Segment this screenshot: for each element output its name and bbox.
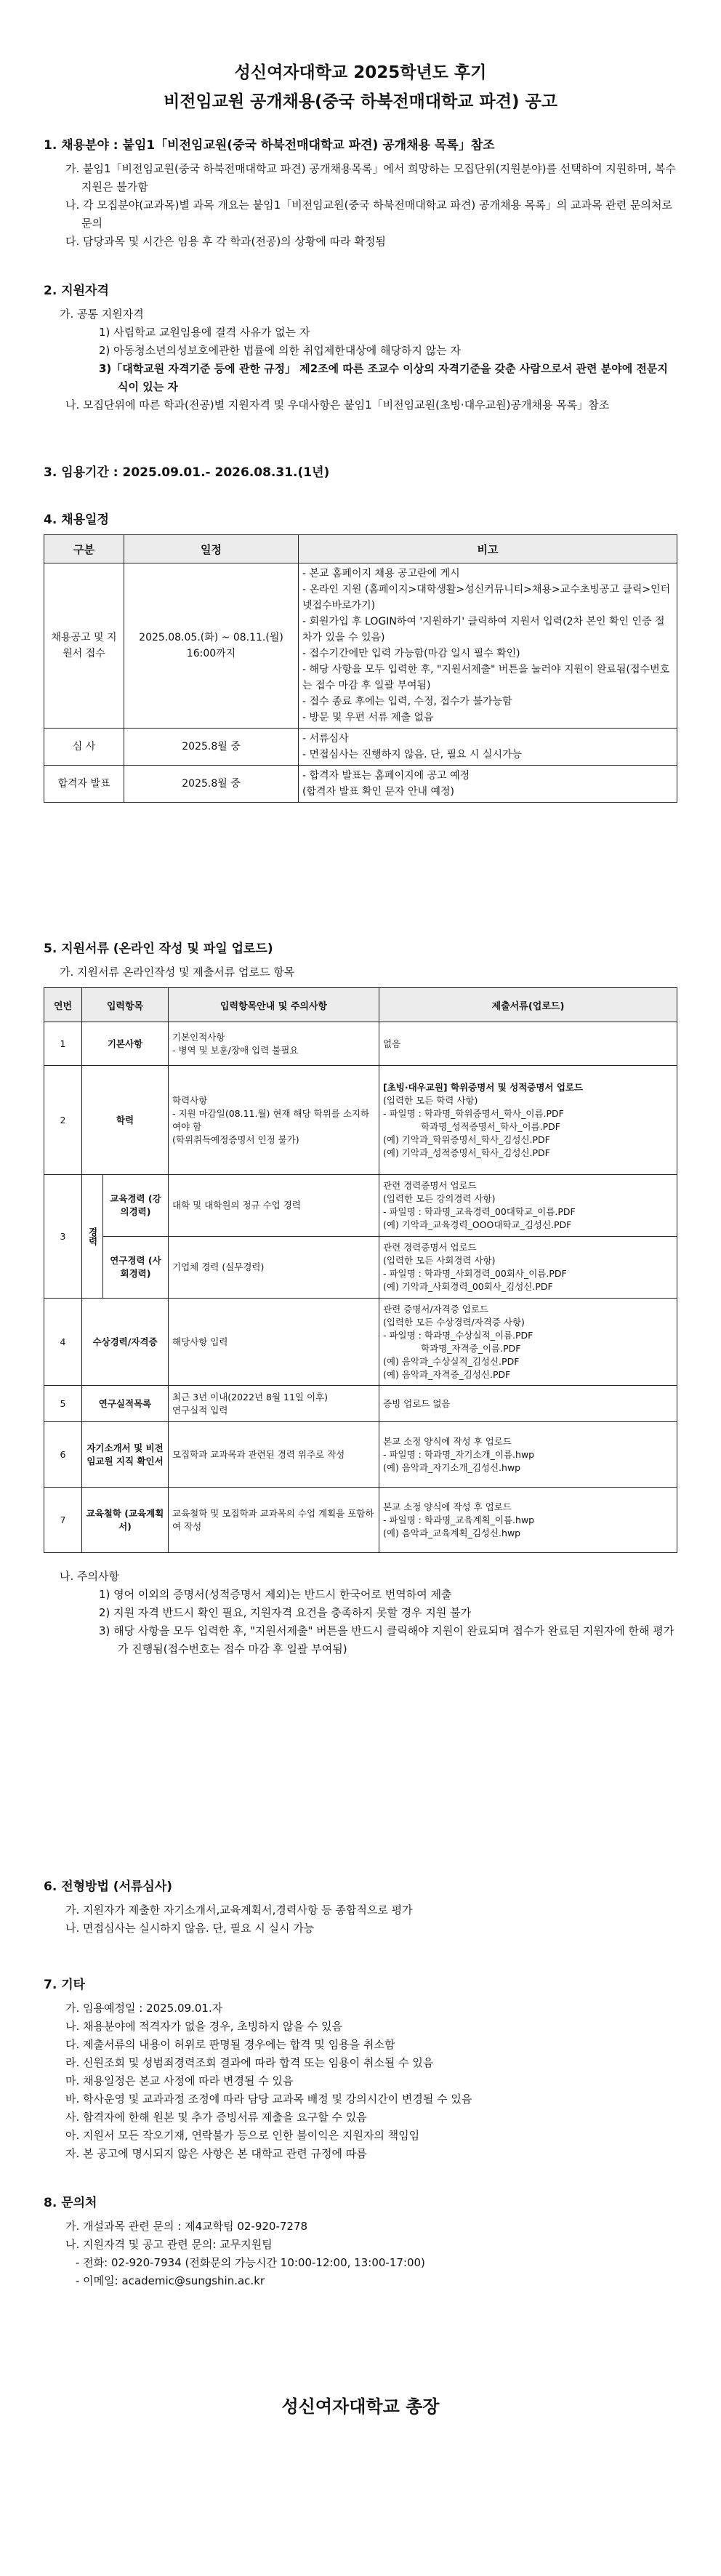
table-cell: 2 <box>44 1066 82 1175</box>
table-cell <box>299 563 677 729</box>
cell-line: (예) 음악과_자기소개_김성신.hwp <box>383 1461 521 1473</box>
table-cell <box>379 1488 677 1553</box>
table-cell: 2025.08.05.(화) ~ 08.11.(월) 16:00까지 <box>124 563 299 729</box>
section-documents <box>44 938 677 1658</box>
table-row <box>44 563 677 729</box>
section-contact <box>44 2192 677 2290</box>
cell-line: - 지원 마감일(08.11.월) 현재 해당 학위를 소지하여야 함 <box>172 1107 370 1132</box>
table-cell: 2025.8월 중 <box>124 729 299 766</box>
table-cell: 심 사 <box>44 729 124 766</box>
list-item: 가. 지원자가 제출한 자기소개서,교육계획서,경력사항 등 종합적으로 평가 <box>65 1903 413 1917</box>
section-misc <box>44 1974 677 2163</box>
note-line: - 서류심사 <box>302 733 349 745</box>
column-header: 구분 <box>44 535 124 563</box>
cell-line: - 파일명 : 학과명_교육경력_00대학교_이름.PDF <box>383 1206 576 1217</box>
cell-line: 기본인적사항 <box>172 1031 225 1043</box>
list-item: 2) 아동청소년의성보호에관한 법률에 의한 취업제한대상에 해당하지 않는 자 <box>99 344 461 357</box>
documents-table <box>44 987 677 1553</box>
cell-line: 학력사항 <box>172 1094 208 1106</box>
list-item: 가. 임용예정일 : 2025.09.01.자 <box>65 2002 223 2015</box>
list-item: 3)「대학교원 자격기준 등에 관한 규정」 제2조에 따른 조교수 이상의 자격기준을 갖춘 사람으로서 관련 분야에 전문지식이 있는 자 <box>99 362 668 393</box>
table-cell: 증빙 업로드 없음 <box>379 1386 677 1422</box>
section-heading: 5. 지원서류 (온라인 작성 및 파일 업로드) <box>44 942 273 956</box>
table-cell: 수상경력/자격증 <box>82 1299 169 1386</box>
table-cell: 대학 및 대학원의 정규 수업 경력 <box>169 1175 379 1237</box>
page-title-line2: 비전임교원 공개채용(중국 하북전매대학교 파견) 공고 <box>164 92 557 111</box>
table-row <box>44 1488 677 1553</box>
table-header-row <box>44 988 677 1022</box>
table-cell: 4 <box>44 1299 82 1386</box>
list-item: 나. 채용분야에 적격자가 없을 경우, 초빙하지 않을 수 있음 <box>65 2020 342 2033</box>
table-cell <box>379 1066 677 1175</box>
table-cell: 경력 <box>82 1175 103 1299</box>
column-header: 연번 <box>44 988 82 1022</box>
cell-line: (예) 기악과_성적증명서_학사_김성신.PDF <box>383 1147 550 1158</box>
cell-line: (예) 음악과_자격증_김성신.PDF <box>383 1368 511 1380</box>
section-schedule <box>44 509 677 803</box>
list-item: 3) 해당 사항을 모두 입력한 후, "지원서제출" 버튼을 반드시 클릭해야 지원이 완료되며 접수가 완료된 지원자에 한해 평가가 진행됨(접수번호는 접수 마감 후 일괄 부여됨) <box>99 1624 674 1656</box>
cell-line: (입력한 모든 수상경력/자격증 사항) <box>383 1316 525 1328</box>
list-item: 아. 지원서 모든 작오기재, 연락불가 등으로 인한 불이익은 지원자의 책임임 <box>65 2129 420 2142</box>
cell-line: 없음 <box>383 1038 401 1049</box>
table-cell <box>169 1066 379 1175</box>
cell-line: (예) 음악과_수상실적_김성신.PDF <box>383 1355 520 1367</box>
table-cell <box>379 1237 677 1299</box>
list-item: 나. 모집단위에 따른 학과(전공)별 지원자격 및 우대사항은 붙임1「비전임교원(초빙·대우교원)공개채용 목록」참조 <box>65 398 610 412</box>
note-line: (합격자 발표 확인 문자 안내 예정) <box>302 786 454 798</box>
cell-line: 관련 경력증명서 업로드 <box>383 1180 477 1191</box>
signature: 성신여자대학교 총장 <box>281 2396 440 2417</box>
table-header-row <box>44 535 677 563</box>
table-row <box>44 1422 677 1488</box>
table-cell: 모집학과 교과목과 관련된 경력 위주로 작성 <box>169 1422 379 1488</box>
page-title-line1: 성신여자대학교 2025학년도 후기 <box>234 63 487 82</box>
list-item: 라. 신원조회 및 성범죄경력조회 결과에 따라 합격 또는 임용이 취소될 수 있음 <box>65 2056 434 2069</box>
section-appointment-period <box>44 462 677 487</box>
table-cell: 6 <box>44 1422 82 1488</box>
table-cell: 교육철학 (교육계획서) <box>82 1488 169 1553</box>
list-item: 가. 지원서류 온라인작성 및 제출서류 업로드 항목 <box>60 966 295 979</box>
table-cell: 교육철학 및 모집학과 교과목의 수업 계획을 포함하여 작성 <box>169 1488 379 1553</box>
cell-line: (입력한 모든 학력 사항) <box>383 1094 478 1106</box>
list-item: 바. 학사운영 및 교과과정 조정에 따라 담당 교과목 배정 및 강의시간이 변경될 수 있음 <box>65 2093 472 2106</box>
note-line: - 온라인 지원 (홈페이지>대학생활>성신커뮤니티>채용>교수초빙공고 클릭>인터넷접수바로가기) <box>302 584 671 611</box>
list-item: 가. 개설과목 관련 문의 : 제4교학팀 02-920-7278 <box>65 2220 308 2233</box>
cell-line: - 파일명 : 학과명_사회경력_00회사_이름.PDF <box>383 1268 567 1279</box>
cell-line: 본교 소정 양식에 작성 후 업로드 <box>383 1435 512 1447</box>
table-cell: 연구실적목록 <box>82 1386 169 1422</box>
list-item: 사. 합격자에 한해 원본 및 추가 증빙서류 제출을 요구할 수 있음 <box>65 2111 367 2124</box>
cell-line: 본교 소정 양식에 작성 후 업로드 <box>383 1501 512 1512</box>
column-header: 입력항목안내 및 주의사항 <box>169 988 379 1022</box>
cell-line: - 파일명 : 학과명_자기소개_이름.hwp <box>383 1448 535 1460</box>
list-item: 자. 본 공고에 명시되지 않은 사항은 본 대학교 관련 규정에 따름 <box>65 2147 367 2160</box>
contact-phone: - 전화: 02-920-7934 (전화문의 가능시간 10:00-12:00, 13:00-17:00) <box>76 2256 425 2269</box>
table-cell: 5 <box>44 1386 82 1422</box>
list-item: 나. 각 모집분야(교과목)별 과목 개요는 붙임1「비전임교원(중국 하북전매대학교 파견) 공개채용 목록」의 교과목 관련 문의처로 문의 <box>65 198 672 230</box>
cell-line: - 파일명 : 학과명_교육계획_이름.hwp <box>383 1514 535 1525</box>
column-header: 비고 <box>299 535 677 563</box>
table-row <box>44 1066 677 1175</box>
list-item: 1) 사립학교 교원임용에 결격 사유가 없는 자 <box>99 326 310 339</box>
list-item: 다. 제출서류의 내용이 허위로 판명될 경우에는 합격 및 임용을 취소함 <box>65 2038 395 2051</box>
cell-line: - 파일명 : 학과명_수상실적_이름.PDF <box>383 1329 533 1341</box>
cell-line: (입력한 모든 사회경력 사항) <box>383 1255 496 1266</box>
table-cell <box>379 1299 677 1386</box>
table-cell: 교육경력 (강의경력) <box>103 1175 169 1237</box>
section-heading: 7. 기타 <box>44 1978 86 1992</box>
table-cell: 연구경력 (사회경력) <box>103 1237 169 1299</box>
list-item: 다. 담당과목 및 시간은 임용 후 각 학과(전공)의 상황에 따라 확정됨 <box>65 235 386 248</box>
table-cell <box>379 1175 677 1237</box>
table-cell: 기업체 경력 (실무경력) <box>169 1237 379 1299</box>
note-line: - 본교 홈페이지 채용 공고란에 게시 <box>302 568 460 579</box>
table-row <box>44 766 677 803</box>
note-line: - 면접심사는 진행하지 않음. 단, 필요 시 실시가능 <box>302 749 523 761</box>
table-cell: 합격자 발표 <box>44 766 124 803</box>
table-cell: 해당사항 입력 <box>169 1299 379 1386</box>
cell-line: (예) 음악과_교육계획_김성신.hwp <box>383 1527 521 1538</box>
list-item: 마. 채용일정은 본교 사정에 따라 변경될 수 있음 <box>65 2074 294 2087</box>
cautions <box>44 1568 677 1658</box>
cell-line: (예) 기악과_교육경력_OOO대학교_김성신.PDF <box>383 1219 572 1230</box>
table-row <box>44 1299 677 1386</box>
list-item: 1) 영어 이외의 증명서(성적증명서 제외)는 반드시 한국어로 번역하여 제출 <box>99 1588 452 1601</box>
list-item: 2) 지원 자격 반드시 확인 필요, 지원자격 요건을 충족하지 못할 경우 지원 불가 <box>99 1606 472 1619</box>
table-cell <box>299 729 677 766</box>
list-item: 가. 공통 지원자격 <box>60 308 144 321</box>
table-row <box>44 1175 677 1237</box>
section-qualifications <box>44 280 677 414</box>
cell-line: 학과명_자격증_이름.PDF <box>421 1342 521 1354</box>
table-cell: 자기소개서 및 비전임교원 지직 확인서 <box>82 1422 169 1488</box>
schedule-table <box>44 534 677 803</box>
table-cell: 2025.8월 중 <box>124 766 299 803</box>
cell-line: (예) 기악과_사회경력_00회사_김성신.PDF <box>383 1281 553 1292</box>
notice-header <box>44 58 677 116</box>
list-item: 나. 주의사항 <box>60 1570 119 1583</box>
section-heading: 1. 채용분야 : 붙임1「비전임교원(중국 하북전매대학교 파견) 공개채용 목록」참조 <box>44 138 495 153</box>
section-selection <box>44 1876 677 1938</box>
section-recruitment-field <box>44 135 677 251</box>
note-line: - 접수 종료 후에는 입력, 수정, 접수가 불가능함 <box>302 696 512 707</box>
section-heading: 6. 전형방법 (서류심사) <box>44 1879 173 1894</box>
table-cell: 채용공고 및 지원서 접수 <box>44 563 124 729</box>
contact-email: - 이메일: academic@sungshin.ac.kr <box>76 2274 265 2287</box>
table-cell <box>169 1022 379 1066</box>
column-header: 입력항목 <box>82 988 169 1022</box>
table-cell: 기본사항 <box>82 1022 169 1066</box>
cell-line: 최근 3년 이내(2022년 8월 11일 이후) <box>172 1391 328 1403</box>
section-heading: 4. 채용일정 <box>44 513 109 527</box>
table-cell <box>299 766 677 803</box>
note-line: - 접수기간에만 입력 가능함(마감 일시 필수 확인) <box>302 648 520 659</box>
table-cell <box>379 1022 677 1066</box>
table-row <box>44 1022 677 1066</box>
list-item: 나. 면접심사는 실시하지 않음. 단, 필요 시 실시 가능 <box>65 1922 315 1935</box>
cell-line: [초빙·대우교원] 학위증명서 및 성적증명서 업로드 <box>383 1081 584 1093</box>
list-item: 가. 붙임1「비전임교원(중국 하북전매대학교 파견) 공개채용목록」에서 희망하는 모집단위(지원분야)를 선택하여 지원하며, 복수지원은 불가함 <box>65 162 676 193</box>
column-header: 제출서류(업로드) <box>379 988 677 1022</box>
section-heading: 2. 지원자격 <box>44 284 109 298</box>
cell-line: (입력한 모든 강의경력 사항) <box>383 1193 496 1204</box>
list-item: 나. 지원자격 및 공고 관련 문의: 교무지원팀 <box>65 2238 273 2251</box>
section-heading: 3. 임용기간 : 2025.09.01.- 2026.08.31.(1년) <box>44 465 330 480</box>
cell-line: (학위취득예정증명서 인정 불가) <box>172 1133 299 1145</box>
cell-line: 연구실적 입력 <box>172 1404 228 1416</box>
section-heading: 8. 문의처 <box>44 2196 97 2210</box>
table-row <box>44 1237 677 1299</box>
note-line: - 해당 사항을 모두 입력한 후, "지원서제출" 버튼을 눌러야 지원이 완료됨(접수번호는 접수 마감 후 일괄 부여됨) <box>302 664 670 691</box>
cell-line: (예) 기악과_학위증명서_학사_김성신.PDF <box>383 1133 550 1145</box>
cell-line: - 파일명 : 학과명_학위증명서_학사_이름.PDF <box>383 1107 564 1119</box>
table-cell: 7 <box>44 1488 82 1553</box>
table-cell <box>169 1386 379 1422</box>
cell-line: - 병역 및 보훈/장애 입력 불필요 <box>172 1044 299 1056</box>
note-line: - 합격자 발표는 홈페이지에 공고 예정 <box>302 770 470 782</box>
cell-line: 관련 증명서/자격증 업로드 <box>383 1303 488 1315</box>
cell-line: 학과명_성적증명서_학사_이름.PDF <box>421 1120 560 1132</box>
note-line: - 회원가입 후 LOGIN하여 '지원하기' 클릭하여 지원서 입력(2차 본인 확인 인증 절차가 있을 수 있음) <box>302 616 665 643</box>
table-cell: 1 <box>44 1022 82 1066</box>
note-line: - 방문 및 우편 서류 제출 없음 <box>302 712 434 723</box>
table-cell: 3 <box>44 1175 82 1299</box>
table-row <box>44 1386 677 1422</box>
cell-line: 관련 경력증명서 업로드 <box>383 1242 477 1253</box>
table-cell: 학력 <box>82 1066 169 1175</box>
table-cell <box>379 1422 677 1488</box>
table-row <box>44 729 677 766</box>
column-header: 일정 <box>124 535 299 563</box>
